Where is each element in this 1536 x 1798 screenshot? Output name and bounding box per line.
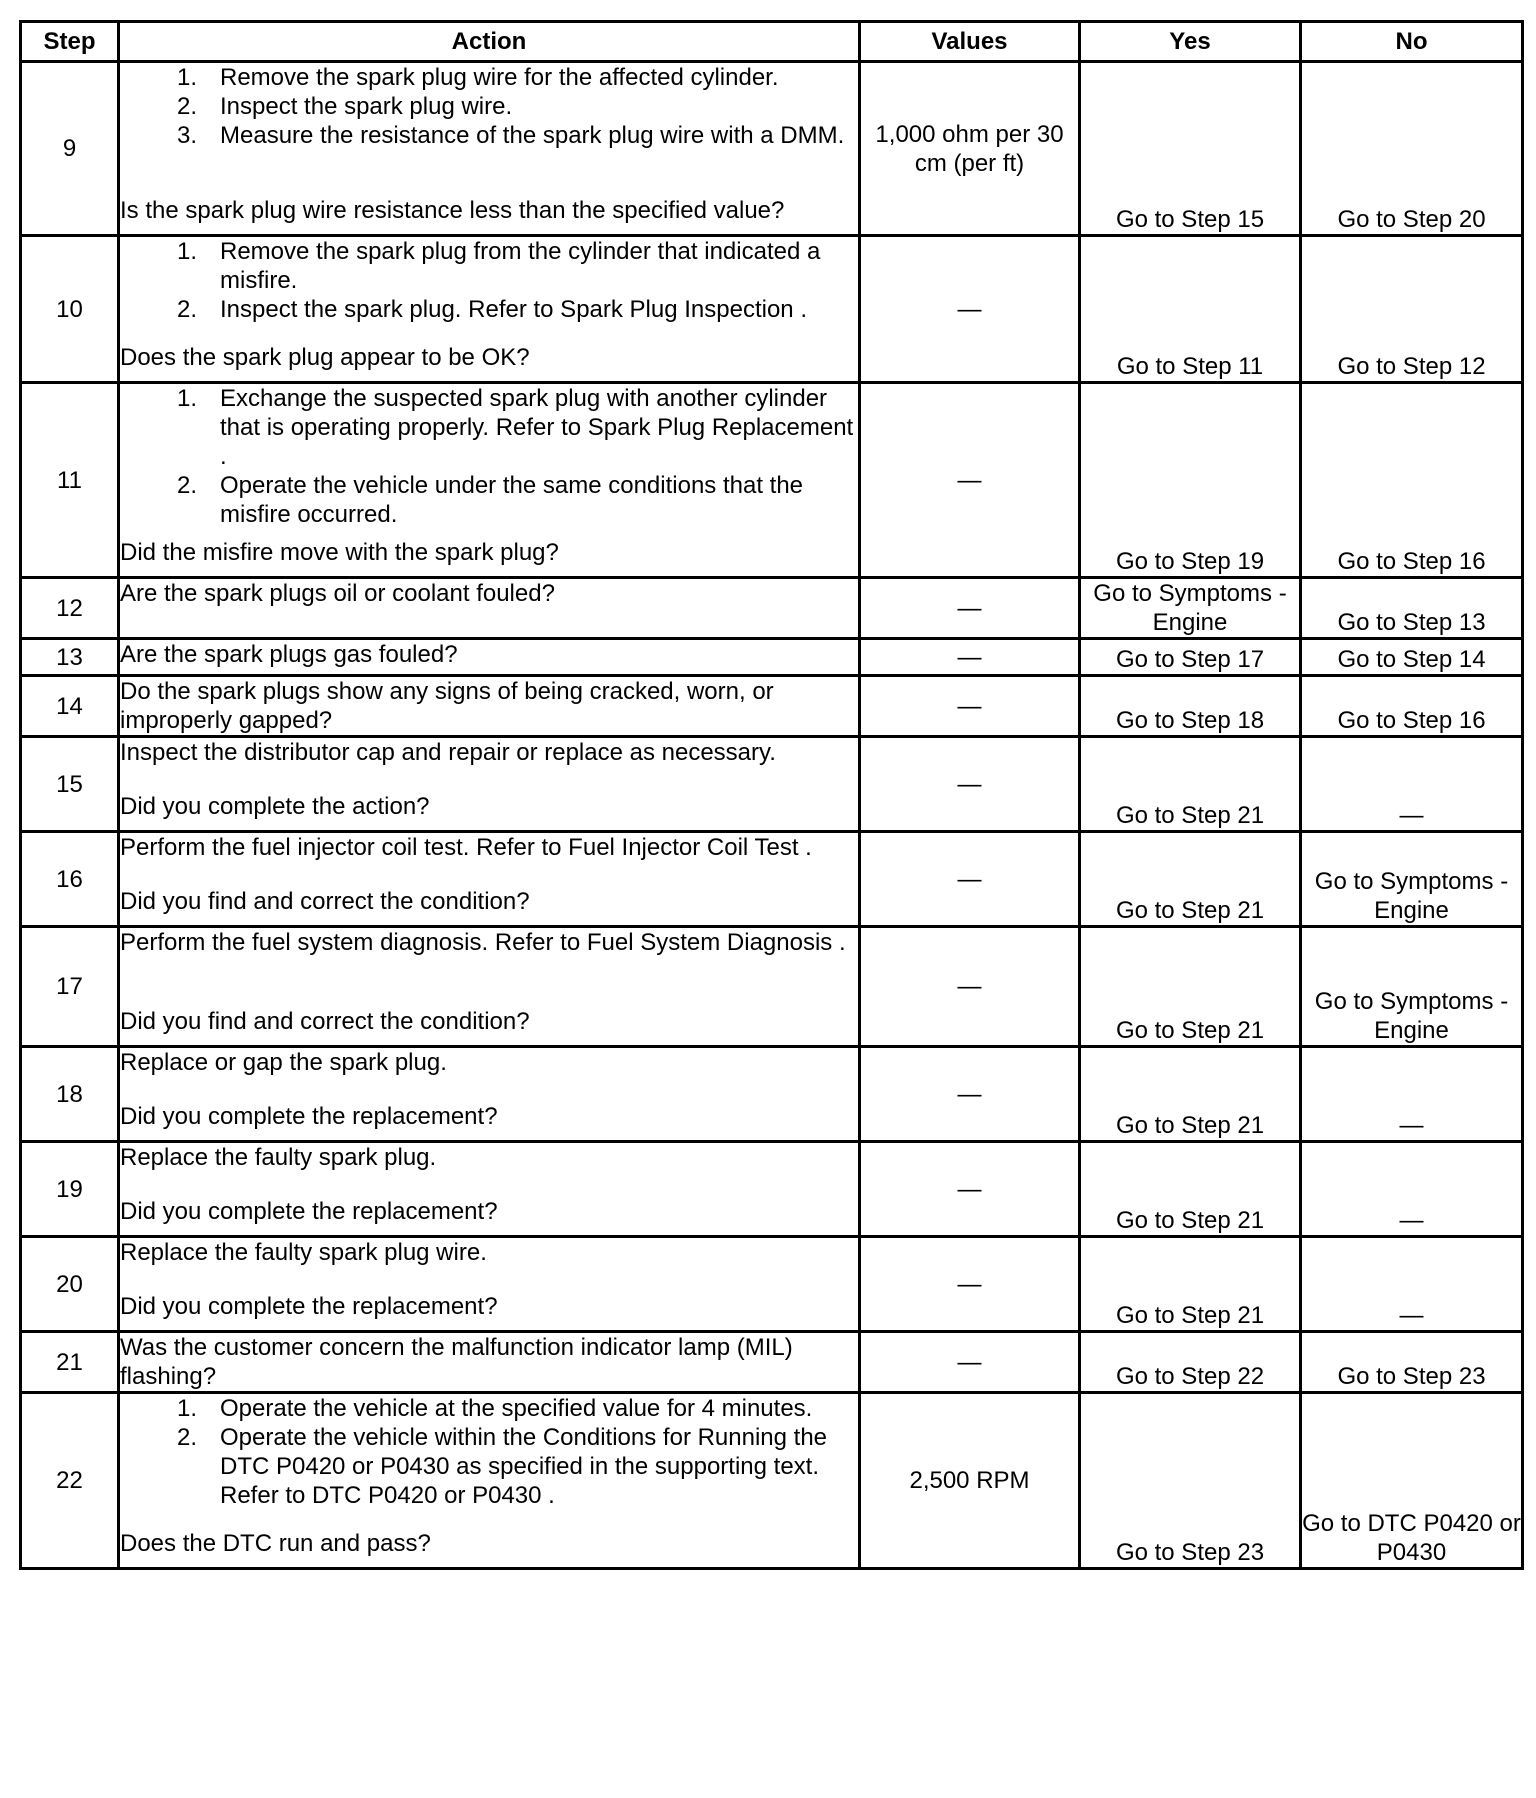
values-cell: — xyxy=(860,236,1080,383)
action-cell xyxy=(119,1237,860,1332)
yes-cell: Go to Step 23 xyxy=(1080,1393,1301,1569)
yes-cell: Go to Step 21 xyxy=(1080,1142,1301,1237)
values-cell: — xyxy=(860,1332,1080,1393)
table-row xyxy=(21,1237,1523,1332)
table-row xyxy=(21,737,1523,832)
yes-cell: Go to Step 21 xyxy=(1080,737,1301,832)
action-question: Did you complete the replacement? xyxy=(120,1198,498,1225)
yes-cell: Go to Step 21 xyxy=(1080,832,1301,927)
action-cell xyxy=(119,578,860,639)
table-row xyxy=(21,1393,1523,1569)
step-number: 19 xyxy=(21,1142,119,1237)
action-text: Perform the fuel system diagnosis. Refer to Fuel System Diagnosis . xyxy=(120,929,846,956)
list-item-text: Measure the resistance of the spark plug wire with a DMM. xyxy=(220,122,845,149)
table-row xyxy=(21,1332,1523,1393)
no-cell: Go to Step 23 xyxy=(1301,1332,1523,1393)
list-item-number: 1. xyxy=(176,1395,197,1422)
list-item xyxy=(120,121,858,150)
action-question: Did you find and correct the condition? xyxy=(120,888,530,915)
no-cell: — xyxy=(1301,1237,1523,1332)
step-number: 11 xyxy=(21,383,119,578)
list-item-number: 2. xyxy=(176,1424,197,1451)
yes-cell: Go to Step 11 xyxy=(1080,236,1301,383)
header-step: Step xyxy=(21,22,119,62)
list-item-number: 2. xyxy=(176,296,197,323)
list-item-text: Operate the vehicle at the specified value for 4 minutes. xyxy=(220,1395,813,1422)
values-cell: 2,500 RPM xyxy=(860,1393,1080,1569)
list-item-text: Exchange the suspected spark plug with another cylinder that is operating properly. Refer to Spark Plug Replacement . xyxy=(220,385,854,470)
list-item-text: Operate the vehicle under the same conditions that the misfire occurred. xyxy=(220,472,804,528)
action-text: Do the spark plugs show any signs of being cracked, worn, or improperly gapped? xyxy=(120,678,774,734)
action-cell xyxy=(119,676,860,737)
no-cell: — xyxy=(1301,1142,1523,1237)
step-number: 12 xyxy=(21,578,119,639)
no-cell: Go to Step 14 xyxy=(1301,639,1523,676)
action-cell xyxy=(119,1142,860,1237)
values-cell: — xyxy=(860,737,1080,832)
action-question: Did you complete the action? xyxy=(120,793,430,820)
action-question: Did the misfire move with the spark plug? xyxy=(120,539,559,566)
action-question: Did you complete the replacement? xyxy=(120,1293,498,1320)
yes-cell: Go to Step 22 xyxy=(1080,1332,1301,1393)
action-question: Is the spark plug wire resistance less than the specified value? xyxy=(120,197,785,224)
list-item xyxy=(120,63,858,92)
header-action: Action xyxy=(119,22,860,62)
no-cell: Go to Step 16 xyxy=(1301,676,1523,737)
action-text: Perform the fuel injector coil test. Refer to Fuel Injector Coil Test . xyxy=(120,834,812,861)
table-row xyxy=(21,236,1523,383)
action-text: Replace the faulty spark plug. xyxy=(120,1144,437,1171)
action-cell xyxy=(119,639,860,676)
yes-cell: Go to Step 18 xyxy=(1080,676,1301,737)
action-text: Was the customer concern the malfunction indicator lamp (MIL) flashing? xyxy=(120,1334,793,1390)
step-number: 20 xyxy=(21,1237,119,1332)
step-number: 14 xyxy=(21,676,119,737)
header-row xyxy=(21,22,1523,62)
action-question: Did you find and correct the condition? xyxy=(120,1008,530,1035)
list-item-text: Inspect the spark plug. Refer to Spark Plug Inspection . xyxy=(220,296,807,323)
list-item xyxy=(120,384,858,471)
action-steps-list xyxy=(120,237,858,324)
list-item-text: Remove the spark plug from the cylinder that indicated a misfire. xyxy=(220,238,821,294)
no-cell: Go to Symptoms - Engine xyxy=(1301,832,1523,927)
yes-cell: Go to Step 17 xyxy=(1080,639,1301,676)
step-number: 10 xyxy=(21,236,119,383)
diagnostic-table xyxy=(19,20,1524,1570)
yes-cell: Go to Symptoms - Engine xyxy=(1080,578,1301,639)
values-cell: — xyxy=(860,1047,1080,1142)
values-cell: — xyxy=(860,639,1080,676)
step-number: 13 xyxy=(21,639,119,676)
yes-cell: Go to Step 21 xyxy=(1080,1047,1301,1142)
action-text: Replace the faulty spark plug wire. xyxy=(120,1239,487,1266)
list-item-number: 3. xyxy=(176,122,197,149)
yes-cell: Go to Step 21 xyxy=(1080,927,1301,1047)
table-row xyxy=(21,383,1523,578)
list-item-text: Operate the vehicle within the Conditions for Running the DTC P0420 or P0430 as specified in the supporting text. Refer to DTC P0420 or P0430 . xyxy=(220,1424,828,1509)
no-cell: Go to Step 13 xyxy=(1301,578,1523,639)
yes-cell: Go to Step 21 xyxy=(1080,1237,1301,1332)
action-steps-list xyxy=(120,1394,858,1510)
yes-cell: Go to Step 19 xyxy=(1080,383,1301,578)
no-cell: Go to Symptoms - Engine xyxy=(1301,927,1523,1047)
values-cell: — xyxy=(860,383,1080,578)
list-item xyxy=(120,1423,858,1510)
header-yes: Yes xyxy=(1080,22,1301,62)
no-cell: Go to Step 20 xyxy=(1301,62,1523,236)
action-steps-list xyxy=(120,384,858,529)
values-cell: — xyxy=(860,1142,1080,1237)
values-cell: 1,000 ohm per 30 cm (per ft) xyxy=(860,62,1080,236)
action-question: Did you complete the replacement? xyxy=(120,1103,498,1130)
list-item-text: Inspect the spark plug wire. xyxy=(220,93,513,120)
action-cell xyxy=(119,1047,860,1142)
action-steps-list xyxy=(120,63,858,150)
table-row xyxy=(21,639,1523,676)
step-number: 18 xyxy=(21,1047,119,1142)
values-cell: — xyxy=(860,927,1080,1047)
list-item-number: 1. xyxy=(176,64,197,91)
action-question: Does the DTC run and pass? xyxy=(120,1530,431,1557)
values-cell: — xyxy=(860,676,1080,737)
values-cell: — xyxy=(860,832,1080,927)
no-cell: Go to Step 12 xyxy=(1301,236,1523,383)
list-item xyxy=(120,1394,858,1423)
list-item xyxy=(120,237,858,295)
list-item-text: Remove the spark plug wire for the affected cylinder. xyxy=(220,64,779,91)
action-cell xyxy=(119,1393,860,1569)
action-cell xyxy=(119,737,860,832)
yes-cell: Go to Step 15 xyxy=(1080,62,1301,236)
action-text: Are the spark plugs gas fouled? xyxy=(120,641,458,668)
action-cell xyxy=(119,927,860,1047)
action-cell xyxy=(119,1332,860,1393)
no-cell: — xyxy=(1301,737,1523,832)
no-cell: Go to Step 16 xyxy=(1301,383,1523,578)
action-cell xyxy=(119,383,860,578)
table-row xyxy=(21,927,1523,1047)
step-number: 16 xyxy=(21,832,119,927)
step-number: 21 xyxy=(21,1332,119,1393)
step-number: 17 xyxy=(21,927,119,1047)
table-row xyxy=(21,62,1523,236)
action-text: Replace or gap the spark plug. xyxy=(120,1049,447,1076)
list-item-number: 2. xyxy=(176,93,197,120)
header-no: No xyxy=(1301,22,1523,62)
list-item xyxy=(120,471,858,529)
list-item-number: 1. xyxy=(176,385,197,412)
action-question: Does the spark plug appear to be OK? xyxy=(120,344,530,371)
header-values: Values xyxy=(860,22,1080,62)
action-cell xyxy=(119,236,860,383)
table-row xyxy=(21,1142,1523,1237)
step-number: 22 xyxy=(21,1393,119,1569)
list-item-number: 2. xyxy=(176,472,197,499)
values-cell: — xyxy=(860,578,1080,639)
step-number: 9 xyxy=(21,62,119,236)
list-item xyxy=(120,92,858,121)
table-row xyxy=(21,578,1523,639)
action-cell xyxy=(119,832,860,927)
table-row xyxy=(21,676,1523,737)
step-number: 15 xyxy=(21,737,119,832)
values-cell: — xyxy=(860,1237,1080,1332)
action-cell xyxy=(119,62,860,236)
list-item-number: 1. xyxy=(176,238,197,265)
no-cell: — xyxy=(1301,1047,1523,1142)
table-row xyxy=(21,832,1523,927)
action-text: Inspect the distributor cap and repair or replace as necessary. xyxy=(120,739,776,766)
list-item xyxy=(120,295,858,324)
action-text: Are the spark plugs oil or coolant fouled? xyxy=(120,580,555,607)
no-cell: Go to DTC P0420 or P0430 xyxy=(1301,1393,1523,1569)
table-row xyxy=(21,1047,1523,1142)
